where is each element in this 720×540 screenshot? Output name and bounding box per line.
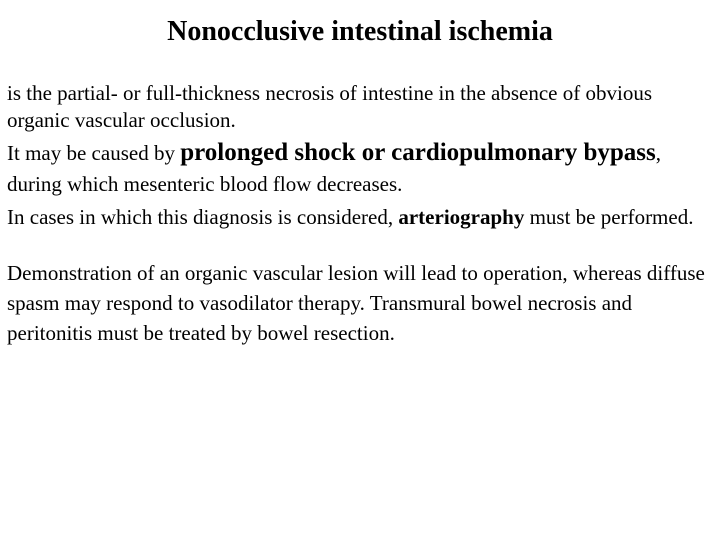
definition-paragraph: is the partial- or full-thickness necrosis of intestine in the absence of obvious organic vascular occlusion.	[7, 81, 653, 132]
diagnosis-emphasis: arteriography	[398, 205, 525, 229]
diagnosis-paragraph	[7, 204, 713, 231]
diagnosis-suffix: must be performed.	[524, 205, 694, 229]
cause-suffix: , during which mesenteric blood flow decreases.	[7, 141, 662, 196]
slide-title: Nonocclusive intestinal ischemia	[167, 16, 553, 47]
treatment-paragraph: Demonstration of an organic vascular lesion will lead to operation, whereas diffuse spasm may respond to vasodilator therapy. Transmural bowel necrosis and peritonitis must be treated by bowel resection.	[7, 261, 705, 345]
cause-emphasis: prolonged shock or cardiopulmonary bypass	[180, 139, 656, 166]
diagnosis-prefix: In cases in which this diagnosis is considered,	[7, 205, 399, 229]
cause-paragraph	[7, 137, 713, 200]
cause-prefix: It may be caused by	[7, 141, 181, 165]
slide-body	[7, 80, 713, 348]
